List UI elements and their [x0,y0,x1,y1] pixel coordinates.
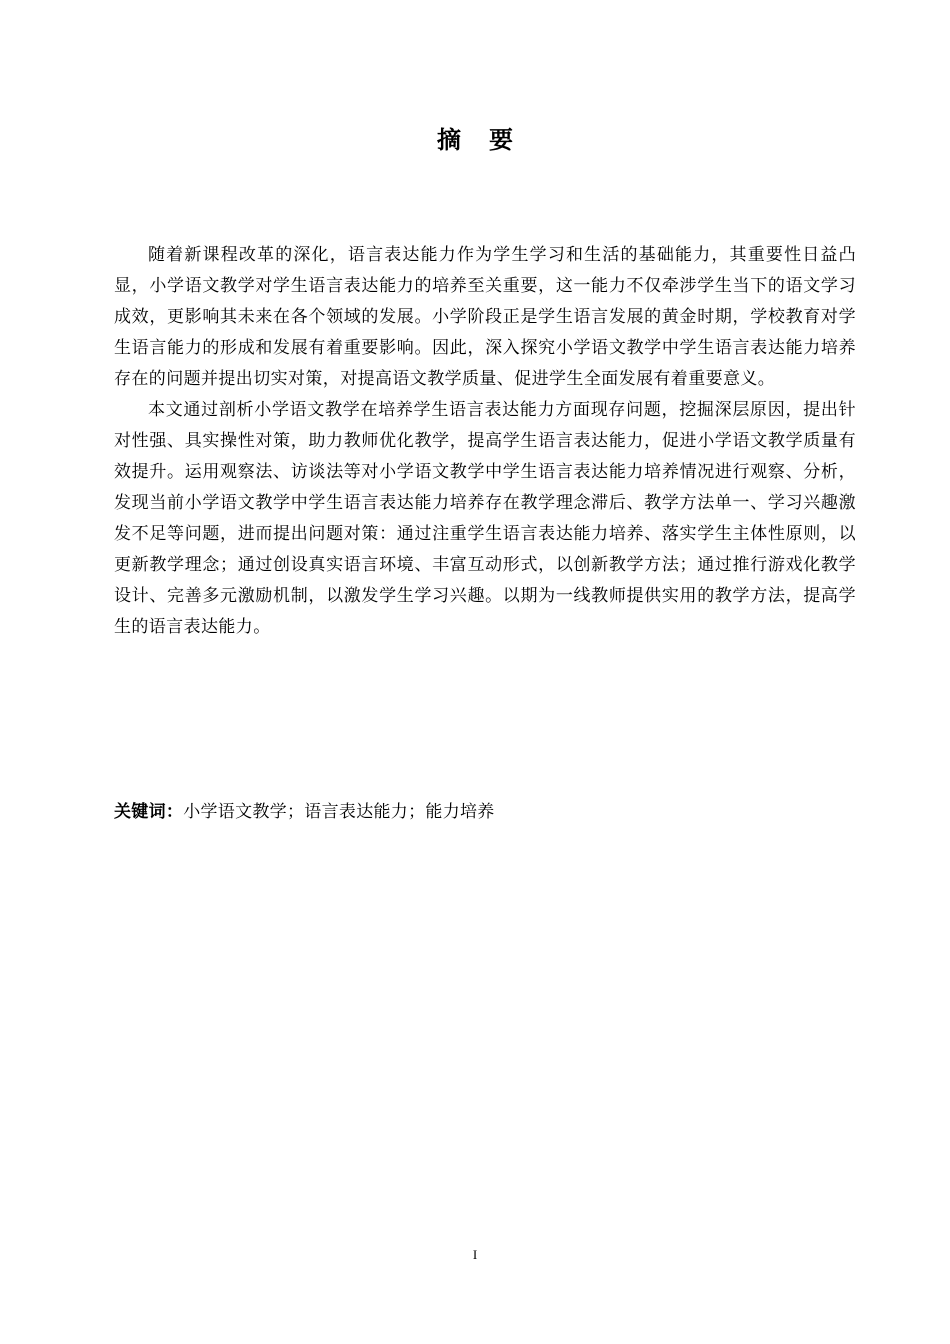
keywords-line [114,798,856,826]
abstract-body [114,240,856,643]
abstract-paragraph-1: 随着新课程改革的深化，语言表达能力作为学生学习和生活的基础能力，其重要性日益凸显，小学语文教学对学生语言表达能力的培养至关重要，这一能力不仅牵涉学生当下的语文学习成效，更影响其未来在各个领域的发展。小学阶段正是学生语言发展的黄金时期，学校教育对学生语言能力的形成和发展有着重要影响。因此，深入探究小学语文教学中学生语言表达能力培养存在的问题并提出切实对策，对提高语文教学质量、促进学生全面发展有着重要意义。 [114,245,856,389]
abstract-paragraph-2: 本文通过剖析小学语文教学在培养学生语言表达能力方面现存问题，挖掘深层原因，提出针对性强、具实操性对策，助力教师优化教学，提高学生语言表达能力，促进小学语文教学质量有效提升。运用观察法、访谈法等对小学语文教学中学生语言表达能力培养情况进行观察、分析，发现当前小学语文教学中学生语言表达能力培养存在教学理念滞后、教学方法单一、学习兴趣激发不足等问题，进而提出问题对策：通过注重学生语言表达能力培养、落实学生主体性原则，以更新教学理念；通过创设真实语言环境、丰富互动形式，以创新教学方法；通过推行游戏化教学设计、完善多元激励机制，以激发学生学习兴趣。以期为一线教师提供实用的教学方法，提高学生的语言表达能力。 [114,400,856,637]
keywords-label: 关键词： [114,802,184,822]
abstract-title: 摘要 [437,126,541,154]
keywords-value: 小学语文教学；语言表达能力；能力培养 [183,802,495,822]
page-number: I [472,1247,478,1262]
